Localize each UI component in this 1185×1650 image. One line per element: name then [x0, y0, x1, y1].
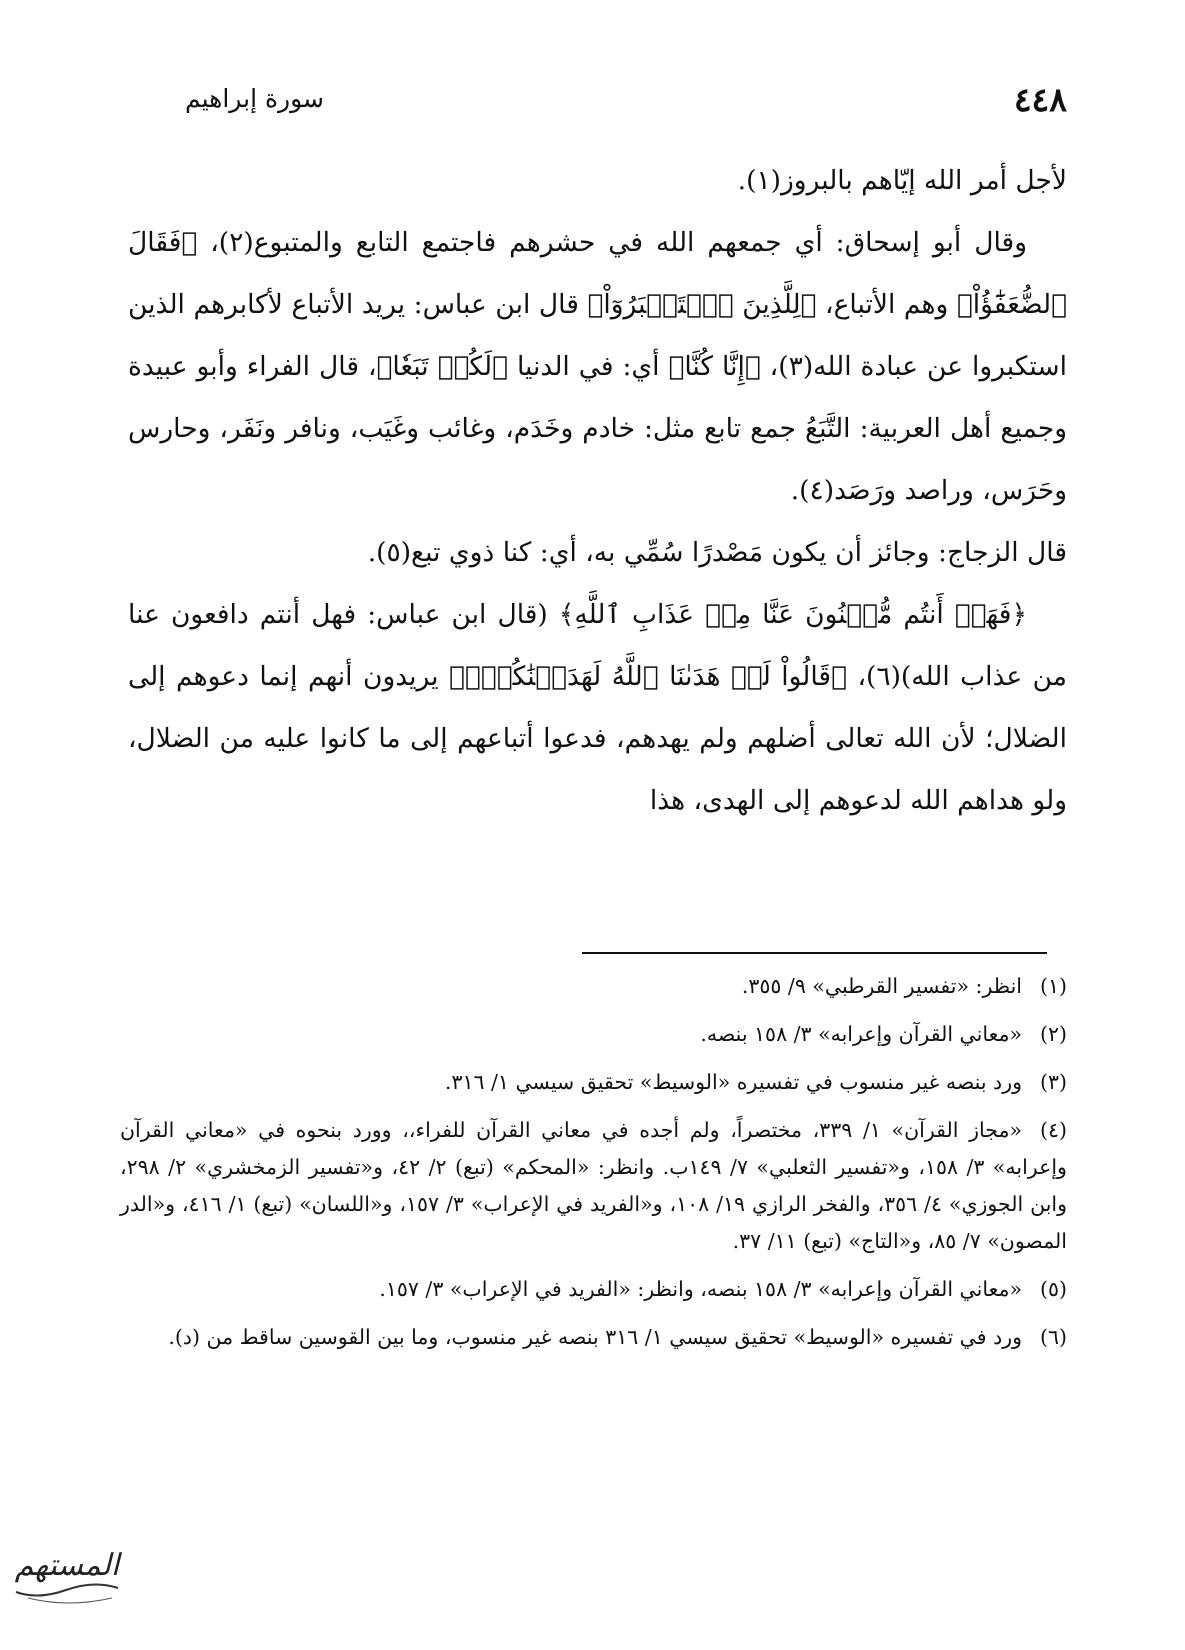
footnote-number: (٣) — [1039, 1070, 1067, 1094]
footnote-number: (١) — [1039, 974, 1067, 998]
paragraph: ﴿فَهَلۡ أَنتُم مُّغۡنُونَ عَنَّا مِنۡ عَذَابِ ٱللَّهِ﴾ (قال ابن عباس: فهل أنتم دافعون عنا من عذاب الله)(٦)، ﴿قَالُواْ لَوۡ هَدَىٰنَا ٱللَّهُ لَهَدَيۡنَٰكُمۡۖ﴾ يريدون أنهم إنما دعوهم إلى الضلال؛ لأن الله تعالى أضلهم ولم يهدهم، فدعوا أتباعهم إلى ما كانوا عليه من الضلال، ولو هداهم الله لدعوهم إلى الهدى، هذا — [128, 599, 1068, 816]
footnote — [120, 1319, 1067, 1356]
footnote-text: «معاني القرآن وإعرابه» ٣/ ١٥٨ بنصه، وانظر: «الفريد في الإعراب» ٣/ ١٥٧. — [379, 1277, 1022, 1301]
footnote-number: (٤) — [1039, 1118, 1067, 1142]
footnotes — [120, 968, 1067, 1367]
watermark-text: المستهم — [14, 1548, 120, 1583]
paragraph: لأجل أمر الله إيّاهم بالبروز(١). — [737, 165, 1067, 196]
footnote-text: ورد في تفسيره «الوسيط» تحقيق سيسي ١/ ٣١٦ بنصه غير منسوب، وما بين القوسين ساقط من (د). — [168, 1325, 1022, 1349]
footnote-separator — [582, 952, 1047, 954]
footnote-text: انظر: «تفسير القرطبي» ٩/ ٣٥٥. — [741, 974, 1022, 998]
footnote-number: (٢) — [1039, 1022, 1067, 1046]
calligraphy-stamp — [8, 1540, 126, 1610]
running-header — [130, 78, 1067, 128]
main-text — [128, 150, 1067, 832]
surah-title: سورة إبراهيم — [185, 84, 324, 113]
footnote-text: «معاني القرآن وإعرابه» ٣/ ١٥٨ بنصه. — [700, 1022, 1022, 1046]
footnote — [120, 1016, 1067, 1053]
page-number: ٤٤٨ — [1013, 80, 1067, 119]
paragraph: قال الزجاج: وجائز أن يكون مَصْدرًا سُمِّي به، أي: كنا ذوي تبع(٥). — [367, 537, 1067, 568]
footnote — [120, 1112, 1067, 1260]
paragraph: وقال أبو إسحاق: أي جمعهم الله في حشرهم فاجتمع التابع والمتبوع(٢)، ﴿فَقَالَ ٱلضُّعَفَٰٓؤُاْ﴾ وهم الأتباع، ﴿لِلَّذِينَ ٱسۡتَكۡبَرُوٓاْ﴾ قال ابن عباس: يريد الأتباع لأكابرهم الذين استكبروا عن عبادة الله(٣)، ﴿إِنَّا كُنَّا﴾ أي: في الدنيا ﴿لَكُمۡ تَبَعٗا﴾، قال الفراء وأبو عبيدة وجميع أهل العربية: التَّبَعُ جمع تابع مثل: خادم وخَدَم، وغائب وغَيَب، ونافر ونَفَر، وحارس وحَرَس، وراصد ورَصَد(٤). — [128, 227, 1067, 506]
footnote — [120, 1271, 1067, 1308]
footnote — [120, 1064, 1067, 1101]
footnote-number: (٥) — [1039, 1277, 1067, 1301]
footnote — [120, 968, 1067, 1005]
footnote-text: «مجاز القرآن» ١/ ٣٣٩، مختصراً، ولم أجده في معاني القرآن للفراء،، وورد بنحوه في «معاني القرآن وإعرابه» ٣/ ١٥٨، و«تفسير الثعلبي» ٧/ ١٤٩ب. وانظر: «المحكم» (تبع) ٢/ ٤٢، و«تفسير الزمخشري» ٢/ ٢٩٨، وابن الجوزي» ٤/ ٣٥٦، والفخر الرازي ١٩/ ١٠٨، و«الفريد في الإعراب» ٣/ ١٥٧، و«اللسان» (تبع) ١/ ٤١٦، و«الدر المصون» ٧/ ٨٥، و«التاج» (تبع) ١١/ ٣٧. — [120, 1118, 1067, 1253]
footnote-number: (٦) — [1039, 1325, 1067, 1349]
footnote-text: ورد بنصه غير منسوب في تفسيره «الوسيط» تحقيق سيسي ١/ ٣١٦. — [444, 1070, 1022, 1094]
